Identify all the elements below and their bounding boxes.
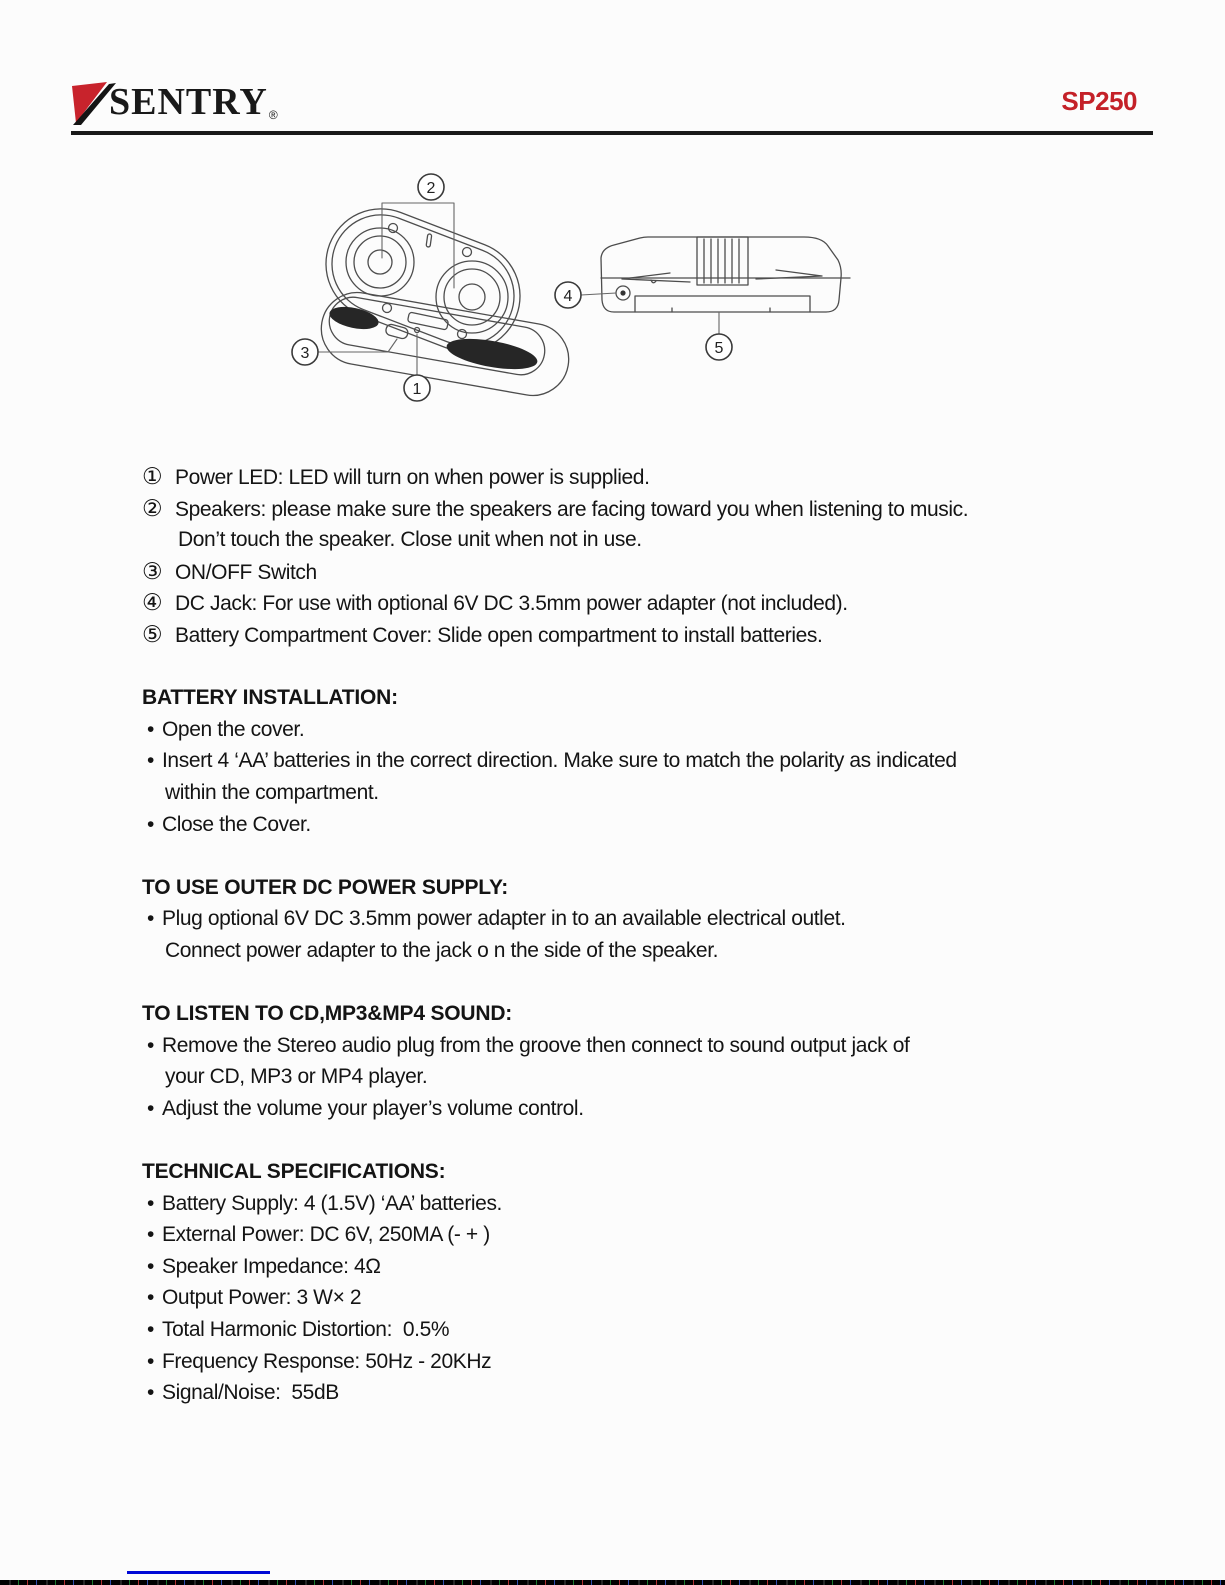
bullet-text: Insert 4 ‘AA’ batteries in the correct direction. Make sure to match the polarity as indicated: [162, 749, 957, 773]
bullet-item: [142, 903, 1152, 935]
marker-3-label: 3: [300, 345, 310, 362]
callout-marker: ④: [142, 589, 163, 616]
bullet-text: Adjust the volume your player’s volume control.: [162, 1096, 584, 1120]
section-title: TO LISTEN TO CD,MP3&MP4 SOUND:: [142, 1002, 513, 1026]
bullet-icon: •: [147, 1254, 154, 1278]
bullet-text: Total Harmonic Distortion: 0.5%: [162, 1318, 450, 1342]
marker-5-label: 5: [714, 340, 724, 357]
bullet-continuation: within the compartment.: [165, 780, 379, 804]
bullet-icon: •: [147, 1096, 154, 1120]
bullet-icon: •: [147, 1381, 154, 1405]
section-title: TECHNICAL SPECIFICATIONS:: [142, 1160, 446, 1184]
header-rule: [71, 131, 1153, 135]
manual-section: [142, 872, 1152, 967]
bullet-item: [142, 1251, 1152, 1283]
callout-text: Power LED: LED will turn on when power is supplied.: [175, 466, 650, 489]
bullet-icon: •: [147, 1349, 154, 1373]
bullet-icon: •: [147, 907, 154, 931]
callout-marker: ③: [142, 557, 163, 584]
bullet-text: Speaker Impedance: 4Ω: [162, 1254, 381, 1278]
callout-text: Battery Compartment Cover: Slide open compartment to install batteries.: [175, 623, 823, 647]
callout-marker: ①: [142, 463, 163, 489]
callout-continuation: Don’t touch the speaker. Close unit when not in use.: [178, 528, 642, 552]
bullet-item: [142, 1093, 1152, 1125]
manual-section: [142, 1156, 1152, 1409]
bullet-icon: •: [147, 1223, 154, 1247]
bullet-text: Battery Supply: 4 (1.5V) ‘AA’ batteries.: [162, 1191, 502, 1215]
logo-red-triangle: [72, 82, 107, 123]
left-speaker: [346, 228, 414, 296]
callout-marker: ⑤: [142, 620, 163, 647]
bullet-continuation: your CD, MP3 or MP4 player.: [165, 1065, 428, 1089]
bullet-icon: •: [147, 1286, 154, 1310]
bullet-item: [142, 1219, 1152, 1251]
marker-1-label: 1: [412, 381, 422, 398]
callout-row: [142, 556, 1152, 588]
bullet-text: Signal/Noise: 55dB: [162, 1381, 339, 1405]
bullet-text: Close the Cover.: [162, 812, 311, 836]
bullet-text: Plug optional 6V DC 3.5mm power adapter in to an available electrical outlet.: [162, 907, 846, 931]
bullet-item: [142, 1188, 1152, 1220]
manual-section: [142, 682, 1152, 840]
marker-2-label: 2: [426, 180, 436, 197]
bullet-icon: •: [147, 1033, 154, 1057]
bullet-item: [142, 745, 1152, 777]
bullet-continuation: Connect power adapter to the jack o n the side of the speaker.: [165, 938, 719, 962]
footer-link-underline[interactable]: [127, 1571, 270, 1574]
bullet-item: [142, 714, 1152, 746]
closed-unit-side-view: [601, 237, 850, 312]
bullet-text: External Power: DC 6V, 250MA (- + ): [162, 1223, 490, 1247]
bullet-text: Remove the Stereo audio plug from the groove then connect to sound output jack of: [162, 1033, 910, 1057]
registered-trademark-symbol: ®: [268, 108, 278, 122]
led-slot: [426, 234, 432, 247]
brand-name: SENTRY: [109, 81, 268, 123]
bullet-icon: •: [147, 1318, 154, 1342]
model-number: SP250: [1061, 86, 1137, 116]
section-title: BATTERY INSTALLATION:: [142, 686, 398, 710]
callout-row: [142, 587, 1152, 619]
callout-text: ON/OFF Switch: [175, 560, 317, 584]
battery-cover: [635, 296, 810, 312]
callout-row: [142, 461, 1152, 493]
bullet-icon: •: [147, 749, 154, 773]
callout-text: DC Jack: For use with optional 6V DC 3.5mm power adapter (not included).: [175, 592, 848, 616]
bullet-icon: •: [147, 1191, 154, 1215]
bullet-icon: •: [147, 717, 154, 741]
bullet-item: [142, 1346, 1152, 1378]
callout-text: Speakers: please make sure the speakers are facing toward you when listening to music.: [175, 497, 969, 521]
bullet-item: [142, 1282, 1152, 1314]
bullet-item: [142, 1030, 1152, 1062]
scan-edge-artifact: [0, 1580, 1225, 1585]
bullet-item: [142, 809, 1152, 841]
speaker-lid: [310, 193, 536, 367]
bullet-icon: •: [147, 812, 154, 836]
bullet-text: Open the cover.: [162, 717, 305, 741]
callout-marker: ②: [142, 494, 163, 521]
bullet-item: [142, 1377, 1152, 1409]
header: [70, 76, 278, 128]
manual-section: [142, 998, 1152, 1124]
callout-row: [142, 493, 1152, 525]
product-diagram: [270, 158, 870, 414]
marker-4-label: 4: [563, 288, 573, 305]
section-title: TO USE OUTER DC POWER SUPPLY:: [142, 875, 509, 899]
bullet-text: Output Power: 3 W× 2: [162, 1286, 362, 1310]
manual-text: [142, 461, 1152, 1409]
bullet-item: [142, 1314, 1152, 1346]
bullet-text: Frequency Response: 50Hz - 20KHz: [162, 1349, 492, 1373]
callout-row: [142, 619, 1152, 651]
